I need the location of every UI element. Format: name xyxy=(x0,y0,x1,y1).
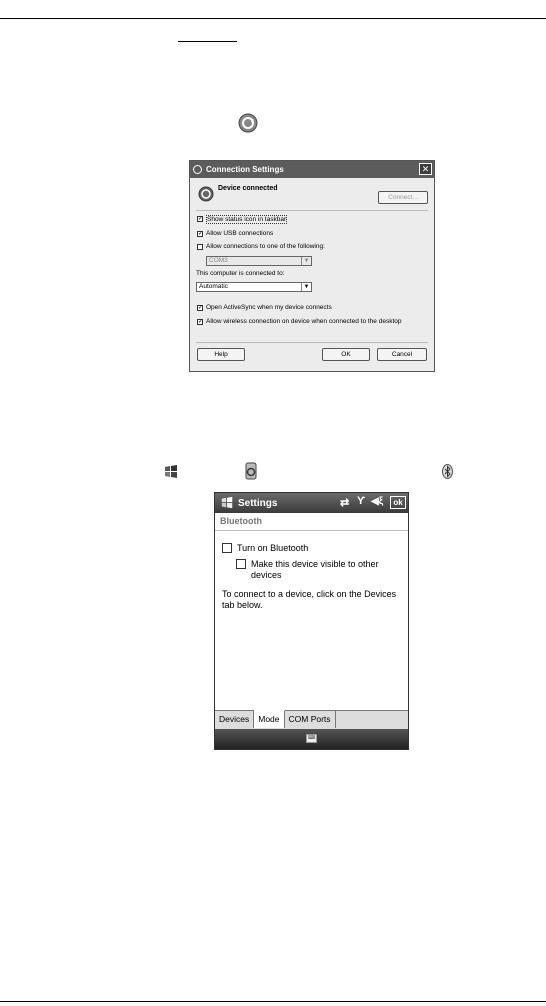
windows-start-icon xyxy=(163,464,179,480)
connected-to-label: This computer is connected to: xyxy=(196,270,285,277)
link-underline xyxy=(178,41,237,42)
open-activesync-checkbox[interactable]: ✓ xyxy=(198,305,204,311)
activesync-icon xyxy=(193,165,202,174)
device-status-icon xyxy=(198,186,214,202)
ok-button[interactable]: OK xyxy=(322,348,370,361)
activesync-icon xyxy=(238,113,258,133)
phone-title: Settings xyxy=(238,497,278,509)
allow-connections-checkbox[interactable] xyxy=(197,244,203,250)
chevron-down-icon: ▼ xyxy=(301,283,311,291)
tab-com-ports[interactable]: COM Ports xyxy=(285,711,336,728)
allow-connections-label: Allow connections to one of the following: xyxy=(206,243,325,250)
show-status-label: Show status icon in taskbar xyxy=(207,216,287,223)
phone-ok-button[interactable]: ok xyxy=(390,496,406,509)
cancel-button[interactable]: Cancel xyxy=(377,348,427,361)
connected-to-value: Automatic xyxy=(199,283,228,290)
phone-softkey-bar xyxy=(215,729,408,749)
connect-button[interactable]: Connect... xyxy=(378,191,428,204)
windows-start-icon[interactable] xyxy=(220,496,234,510)
close-button[interactable]: ✕ xyxy=(419,163,432,175)
sync-arrows-icon: ⇄ xyxy=(340,497,350,509)
connection-settings-dialog xyxy=(189,160,435,372)
speaker-muted-icon: ◀ξ xyxy=(371,496,384,507)
dialog-title: Connection Settings xyxy=(206,165,284,174)
bottom-rule xyxy=(0,1001,546,1002)
hint-text: To connect to a device, click on the Devices tab below. xyxy=(222,589,397,610)
settings-gear-icon xyxy=(244,462,258,480)
keyboard-icon[interactable]: ⌨ xyxy=(307,735,316,741)
turn-on-bluetooth-label: Turn on Bluetooth xyxy=(237,543,309,553)
open-activesync-label: Open ActiveSync when my device connects xyxy=(206,304,332,311)
allow-wireless-label: Allow wireless connection on device when connected to the desktop xyxy=(206,318,402,325)
divider xyxy=(196,210,428,211)
show-status-checkbox[interactable]: ✓ xyxy=(198,216,204,222)
tab-devices[interactable]: Devices xyxy=(215,711,254,728)
bluetooth-icon xyxy=(442,464,453,479)
allow-usb-label: Allow USB connections xyxy=(206,230,274,237)
dialog-body xyxy=(190,178,434,371)
divider xyxy=(196,342,428,343)
make-visible-checkbox[interactable] xyxy=(236,559,246,569)
allow-wireless-checkbox[interactable]: ✓ xyxy=(198,319,204,325)
phone-subtitle: Bluetooth xyxy=(215,513,408,531)
com-port-value: COM3 xyxy=(209,257,228,264)
help-button[interactable]: Help xyxy=(197,348,245,361)
allow-usb-checkbox[interactable]: ✓ xyxy=(198,231,204,237)
chevron-down-icon: ▼ xyxy=(301,257,311,265)
dialog-titlebar xyxy=(190,161,434,178)
make-visible-label: Make this device visible to other devices xyxy=(251,559,379,580)
phone-tab-bar xyxy=(215,710,408,729)
phone-title-bar xyxy=(215,493,408,513)
com-port-select[interactable] xyxy=(206,256,312,266)
status-text: Device connected xyxy=(218,185,278,192)
tab-mode[interactable]: Mode xyxy=(254,710,284,728)
top-rule xyxy=(0,18,546,19)
phone-settings-screen xyxy=(214,492,409,750)
signal-icon: Ƴ xyxy=(357,495,366,507)
connected-to-select[interactable] xyxy=(196,282,312,292)
turn-on-bluetooth-checkbox[interactable] xyxy=(222,543,232,553)
